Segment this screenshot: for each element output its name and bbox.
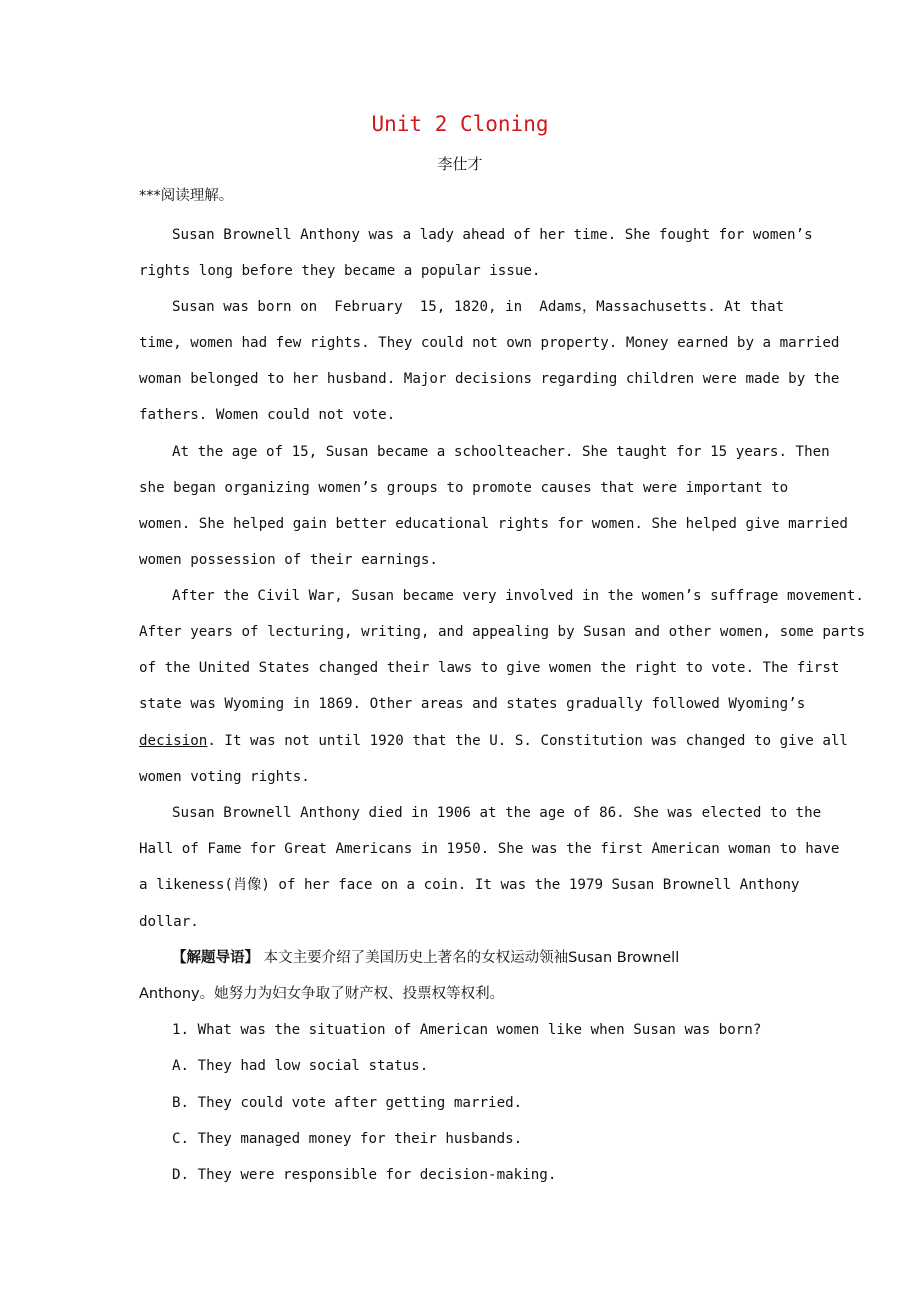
passage-line: Susan Brownell Anthony was a lady ahead of her time. She fought for women’s: [172, 227, 813, 243]
answer-option-a[interactable]: A. They had low social status.: [172, 1058, 429, 1074]
passage-line: state was Wyoming in 1869. Other areas and states gradually followed Wyoming’s: [139, 696, 806, 712]
answer-option-b[interactable]: B. They could vote after getting married.: [172, 1095, 523, 1111]
passage-line: women possession of their earnings.: [139, 552, 438, 568]
passage-line: women. She helped gain better educational rights for women. She helped give married: [139, 516, 848, 532]
guide-line: Anthony。她努力为妇女争取了财产权、投票权等权利。: [139, 986, 505, 1002]
passage-line: of the United States changed their laws to give women the right to vote. The first: [139, 660, 840, 676]
passage-line: a likeness(肖像) of her face on a coin. It was the 1979 Susan Brownell Anthony: [139, 877, 800, 893]
passage-line: Susan was born on February 15, 1820, in Adams，Massachusetts. At that: [172, 299, 785, 315]
author-name: 李仕才: [437, 155, 483, 173]
underlined-word: decision: [139, 733, 208, 749]
passage-line: Susan Brownell Anthony died in 1906 at the age of 86. She was elected to the: [172, 805, 822, 821]
guide-line: [172, 948, 679, 968]
passage-line: Hall of Fame for Great Americans in 1950. She was the first American woman to have: [139, 841, 840, 857]
answer-option-d[interactable]: D. They were responsible for decision-making.: [172, 1167, 557, 1183]
passage-line: rights long before they became a popular issue.: [139, 263, 541, 279]
passage-line: After the Civil War, Susan became very involved in the women’s suffrage movement.: [172, 588, 864, 604]
question-stem: 1. What was the situation of American women like when Susan was born?: [172, 1022, 762, 1038]
passage-line: fathers. Women could not vote.: [139, 407, 396, 423]
passage-line: [139, 731, 848, 751]
guide-label: 【解题导语】: [172, 950, 259, 966]
passage-line-rest: . It was not until 1920 that the U. S. Constitution was changed to give all: [207, 733, 848, 749]
passage-line: At the age of 15, Susan became a schoolteacher. She taught for 15 years. Then: [172, 444, 830, 460]
guide-text: 本文主要介绍了美国历史上著名的女权运动领袖Susan Brownell: [259, 950, 680, 966]
page-title: Unit 2 Cloning: [371, 112, 549, 136]
passage-line: After years of lecturing, writing, and appealing by Susan and other women, some parts: [139, 624, 866, 640]
passage-line: she began organizing women’s groups to promote causes that were important to: [139, 480, 789, 496]
section-label: ***阅读理解。: [139, 188, 234, 204]
answer-option-c[interactable]: C. They managed money for their husbands.: [172, 1131, 523, 1147]
passage-line: woman belonged to her husband. Major decisions regarding children were made by the: [139, 371, 840, 387]
passage-line: time, women had few rights. They could not own property. Money earned by a married: [139, 335, 840, 351]
passage-line: women voting rights.: [139, 769, 310, 785]
passage-line: dollar.: [139, 914, 199, 930]
